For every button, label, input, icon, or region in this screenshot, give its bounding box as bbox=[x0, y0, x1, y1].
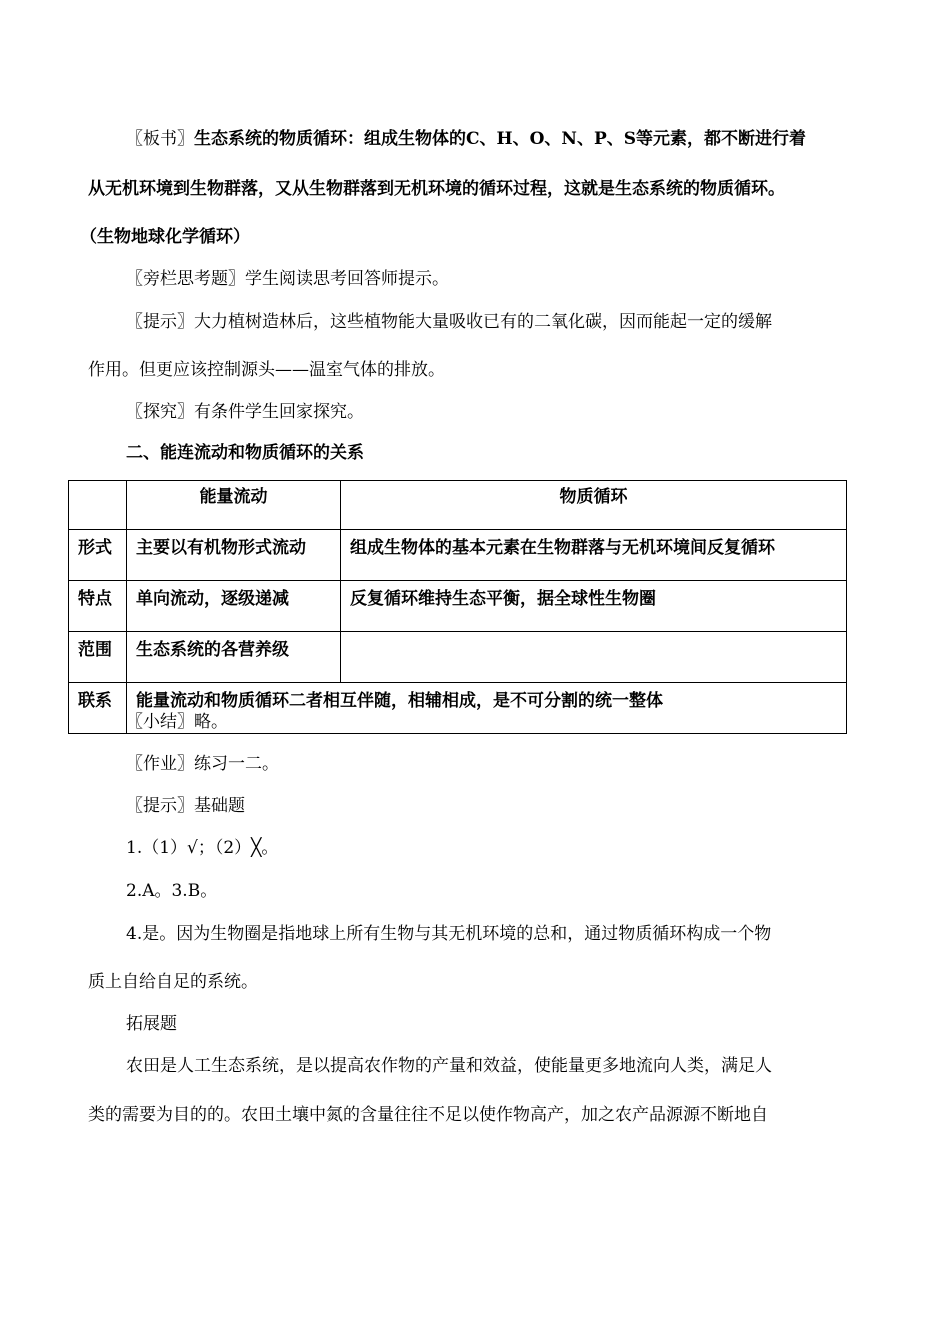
hint2-text: 基础题 bbox=[194, 796, 245, 816]
blackboard-text-1: 生态系统的物质循环：组成生物体的C、H、O、N、P、S等元素，都不断进行着 bbox=[194, 129, 806, 149]
explore-label: 〖探究〗 bbox=[126, 402, 194, 422]
table-cell-relation: 能量流动和物质循环二者相互伴随，相辅相成，是不可分割的统一整体 bbox=[127, 683, 847, 734]
hint1-line-2: 作用。但更应该控制源头——温室气体的排放。 bbox=[88, 360, 445, 380]
sidebar-question-text: 学生阅读思考回答师提示。 bbox=[245, 269, 449, 289]
table-header-cell bbox=[69, 481, 127, 530]
table-cell-matter bbox=[341, 632, 847, 683]
hint1-label: 〖提示〗 bbox=[126, 312, 194, 332]
hint2-line bbox=[126, 794, 245, 818]
answer-1: 1.（1）√；（2）╳。 bbox=[126, 838, 279, 858]
table-cell-energy: 单向流动，逐级递减 bbox=[127, 581, 341, 632]
hint1-text-1: 大力植树造林后，这些植物能大量吸收已有的二氧化碳，因而能起一定的缓解 bbox=[194, 312, 772, 332]
explore-line bbox=[126, 400, 364, 424]
table-row-label: 范围 bbox=[69, 632, 127, 683]
extension-line-2: 类的需要为目的的。农田土壤中氮的含量往往不足以使作物高产，加之农产品源源不断地自 bbox=[88, 1105, 768, 1125]
extension-heading: 拓展题 bbox=[126, 1014, 177, 1034]
table-row bbox=[69, 581, 847, 632]
explore-text: 有条件学生回家探究。 bbox=[194, 402, 364, 422]
blackboard-line-1 bbox=[126, 127, 806, 151]
homework-text: 练习一二。 bbox=[194, 754, 279, 774]
blackboard-label: 〖板书〗 bbox=[126, 129, 194, 149]
extension-line-1: 农田是人工生态系统，是以提高农作物的产量和效益，使能量更多地流向人类，满足人 bbox=[126, 1056, 772, 1076]
section-heading: 二、能连流动和物质循环的关系 bbox=[126, 443, 364, 463]
sidebar-question-label: 〖旁栏思考题〗 bbox=[126, 269, 245, 289]
table-row-label: 形式 bbox=[69, 530, 127, 581]
blackboard-line-2: 从无机环境到生物群落，又从生物群落到无机环境的循环过程，这就是生态系统的物质循环。 bbox=[88, 179, 785, 199]
hint2-label: 〖提示〗 bbox=[126, 796, 194, 816]
summary-line bbox=[126, 710, 228, 734]
table-header-matter: 物质循环 bbox=[341, 481, 847, 530]
summary-label: 〖小结〗 bbox=[126, 712, 194, 732]
blackboard-line-3: （生物地球化学循环） bbox=[80, 227, 250, 247]
table-row bbox=[69, 632, 847, 683]
answer-4-line-1: 4.是。因为生物圈是指地球上所有生物与其无机环境的总和，通过物质循环构成一个物 bbox=[126, 924, 772, 944]
answer-4-line-2: 质上自给自足的系统。 bbox=[88, 972, 258, 992]
answer-2: 2.A。3.B。 bbox=[126, 881, 218, 901]
hint1-line-1 bbox=[126, 310, 772, 334]
relation-table bbox=[68, 480, 847, 734]
summary-text: 略。 bbox=[194, 712, 228, 732]
homework-label: 〖作业〗 bbox=[126, 754, 194, 774]
sidebar-question-line bbox=[126, 267, 449, 291]
table-header-energy: 能量流动 bbox=[127, 481, 341, 530]
homework-line bbox=[126, 752, 279, 776]
table-cell-energy: 主要以有机物形式流动 bbox=[127, 530, 341, 581]
table-cell-matter: 组成生物体的基本元素在生物群落与无机环境间反复循环 bbox=[341, 530, 847, 581]
table-row-label: 特点 bbox=[69, 581, 127, 632]
table-cell-energy: 生态系统的各营养级 bbox=[127, 632, 341, 683]
table-header-row bbox=[69, 481, 847, 530]
table-cell-matter: 反复循环维持生态平衡，据全球性生物圈 bbox=[341, 581, 847, 632]
table-row-label: 联系 bbox=[69, 683, 127, 734]
table-row bbox=[69, 530, 847, 581]
